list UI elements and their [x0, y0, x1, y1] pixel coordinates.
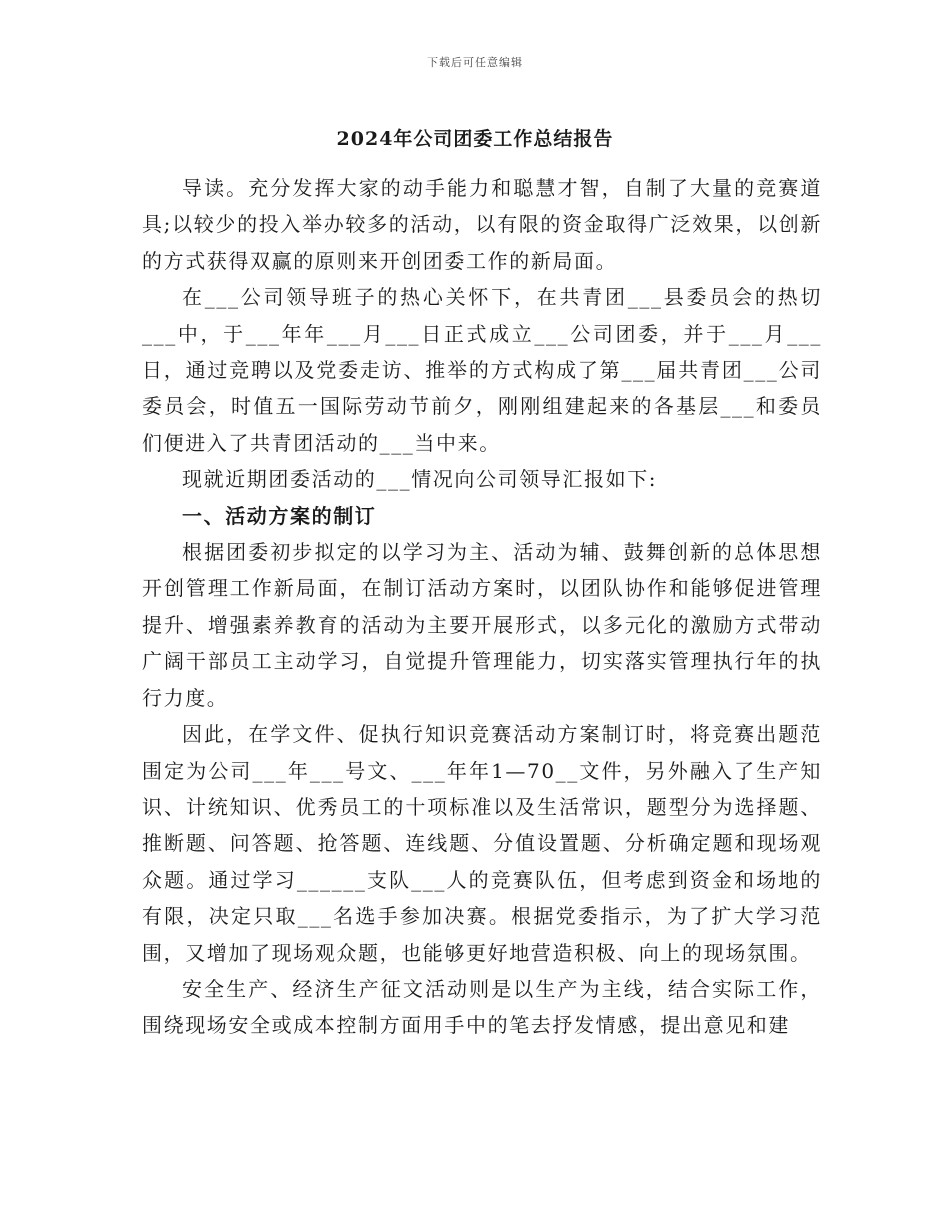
- section-heading: 一、活动方案的制订: [182, 503, 377, 528]
- paragraph-essay-contest: 安全生产、经济生产征文活动则是以生产为主线，结合实际工作，围绕现场安全或成本控制方面用手中的笔去抒发情感，提出意见和建: [142, 976, 822, 1038]
- paragraph-plan-overview: 根据团委初步拟定的以学习为主、活动为辅、鼓舞创新的总体思想开创管理工作新局面，在制订活动方案时，以团队协作和能够促进管理提升、增强素养教育的活动为主要开展形式，以多元化的激励方式带动广阔干部员工主动学习，自觉提升管理能力，切实落实管理执行年的执行力度。: [142, 540, 822, 710]
- paragraph-intro: 导读。充分发挥大家的动手能力和聪慧才智，自制了大量的竞赛道具;以较少的投入举办较多的活动，以有限的资金取得广泛效果，以创新的方式获得双赢的原则来开创团委工作的新局面。: [142, 176, 822, 273]
- paragraph-report-lead: 现就近期团委活动的___情况向公司领导汇报如下:: [182, 467, 658, 492]
- document-title: 2024年公司团委工作总结报告: [336, 128, 614, 150]
- paragraph-competition: 因此，在学文件、促执行知识竞赛活动方案制订时，将竞赛出题范围定为公司___年___号文、___年年1—70__文件，另外融入了生产知识、计统知识、优秀员工的十项标准以及生活常识，题型分为选择题、推断题、问答题、抢答题、连线题、分值设置题、分析确定题和现场观众题。通过学习______支队___人的竞赛队伍，但考虑到资金和场地的有限，决定只取___名选手参加决赛。根据党委指示，为了扩大学习范围，又增加了现场观众题，也能够更好地营造积极、向上的现场氛围。: [142, 722, 822, 965]
- document-body: [142, 170, 822, 1044]
- paragraph-establishment: 在___公司领导班子的热心关怀下，在共青团___县委员会的热切___中，于___年年___月___日正式成立___公司团委，并于___月___日，通过竞聘以及党委走访、推举的方式构成了第___届共青团___公司委员会，时值五一国际劳动节前夕，刚刚组建起来的各基层___和委员们便进入了共青团活动的___当中来。: [142, 285, 822, 455]
- header-note: 下载后可任意编辑: [427, 56, 523, 69]
